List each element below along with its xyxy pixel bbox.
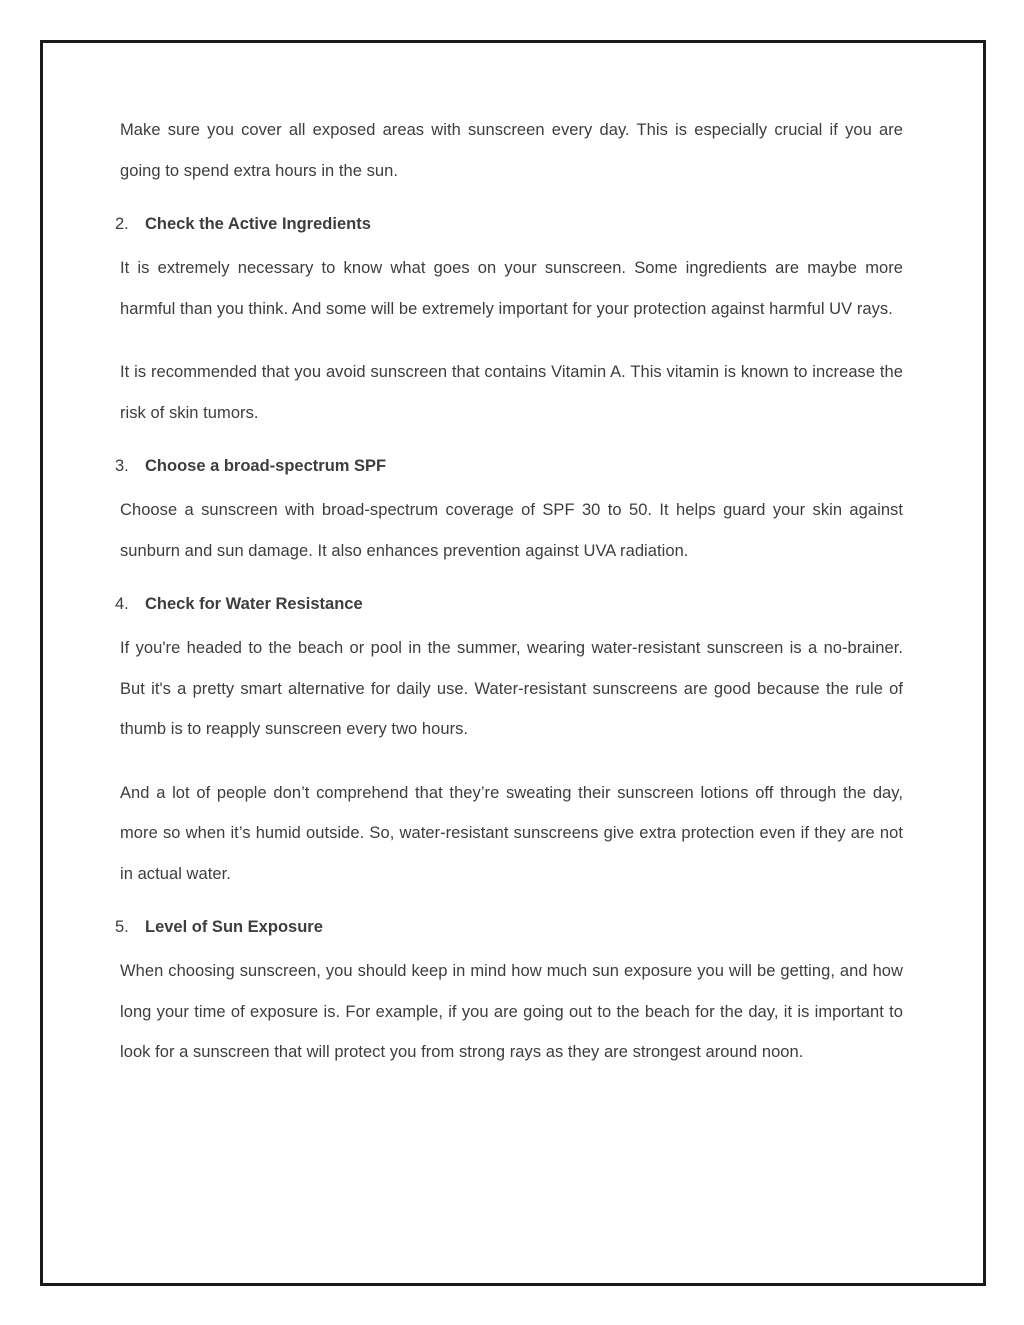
section-number: 5. — [115, 918, 129, 936]
document-body — [115, 110, 903, 1096]
section-paragraph: When choosing sunscreen, you should keep in mind how much sun exposure you will be getting, and how long your time of exposure is. For example, if you are going out to the beach for the day, it is important to look for a sunscreen that will protect you from strong rays as they are strongest around noon. — [120, 962, 903, 1061]
section-water-resistance — [115, 594, 903, 894]
section-paragraph: Choose a sunscreen with broad-spectrum coverage of SPF 30 to 50. It helps guard your skin against sunburn and sun damage. It also enhances prevention against UVA radiation. — [120, 501, 903, 560]
section-title: Check the Active Ingredients — [145, 215, 371, 233]
section-active-ingredients — [115, 214, 903, 433]
section-paragraph: If you're headed to the beach or pool in the summer, wearing water-resistant sunscreen is a no-brainer. But it's a pretty smart alternative for daily use. Water-resistant sunscreens are good because the rule of thumb is to reapply sunscreen every two hours. — [120, 639, 903, 738]
section-title: Check for Water Resistance — [145, 595, 363, 613]
section-paragraph: And a lot of people don’t comprehend that they’re sweating their sunscreen lotions off through the day, more so when it’s humid outside. So, water-resistant sunscreens give extra protection even if they are not in actual water. — [120, 783, 903, 883]
section-heading — [115, 917, 903, 937]
section-number: 2. — [115, 215, 129, 233]
section-paragraph: It is recommended that you avoid sunscreen that contains Vitamin A. This vitamin is known to increase the risk of skin tumors. — [120, 363, 903, 422]
intro-paragraph: Make sure you cover all exposed areas with sunscreen every day. This is especially crucial if you are going to spend extra hours in the sun. — [120, 121, 903, 180]
section-heading — [115, 594, 903, 614]
section-title: Level of Sun Exposure — [145, 918, 323, 936]
section-broad-spectrum — [115, 456, 903, 571]
section-paragraph: It is extremely necessary to know what goes on your sunscreen. Some ingredients are maybe more harmful than you think. And some will be extremely important for your protection against harmful UV rays. — [120, 259, 903, 318]
section-heading — [115, 456, 903, 476]
section-sun-exposure — [115, 917, 903, 1073]
section-number: 4. — [115, 595, 129, 613]
section-number: 3. — [115, 457, 129, 475]
section-heading — [115, 214, 903, 234]
section-title: Choose a broad-spectrum SPF — [145, 457, 387, 475]
